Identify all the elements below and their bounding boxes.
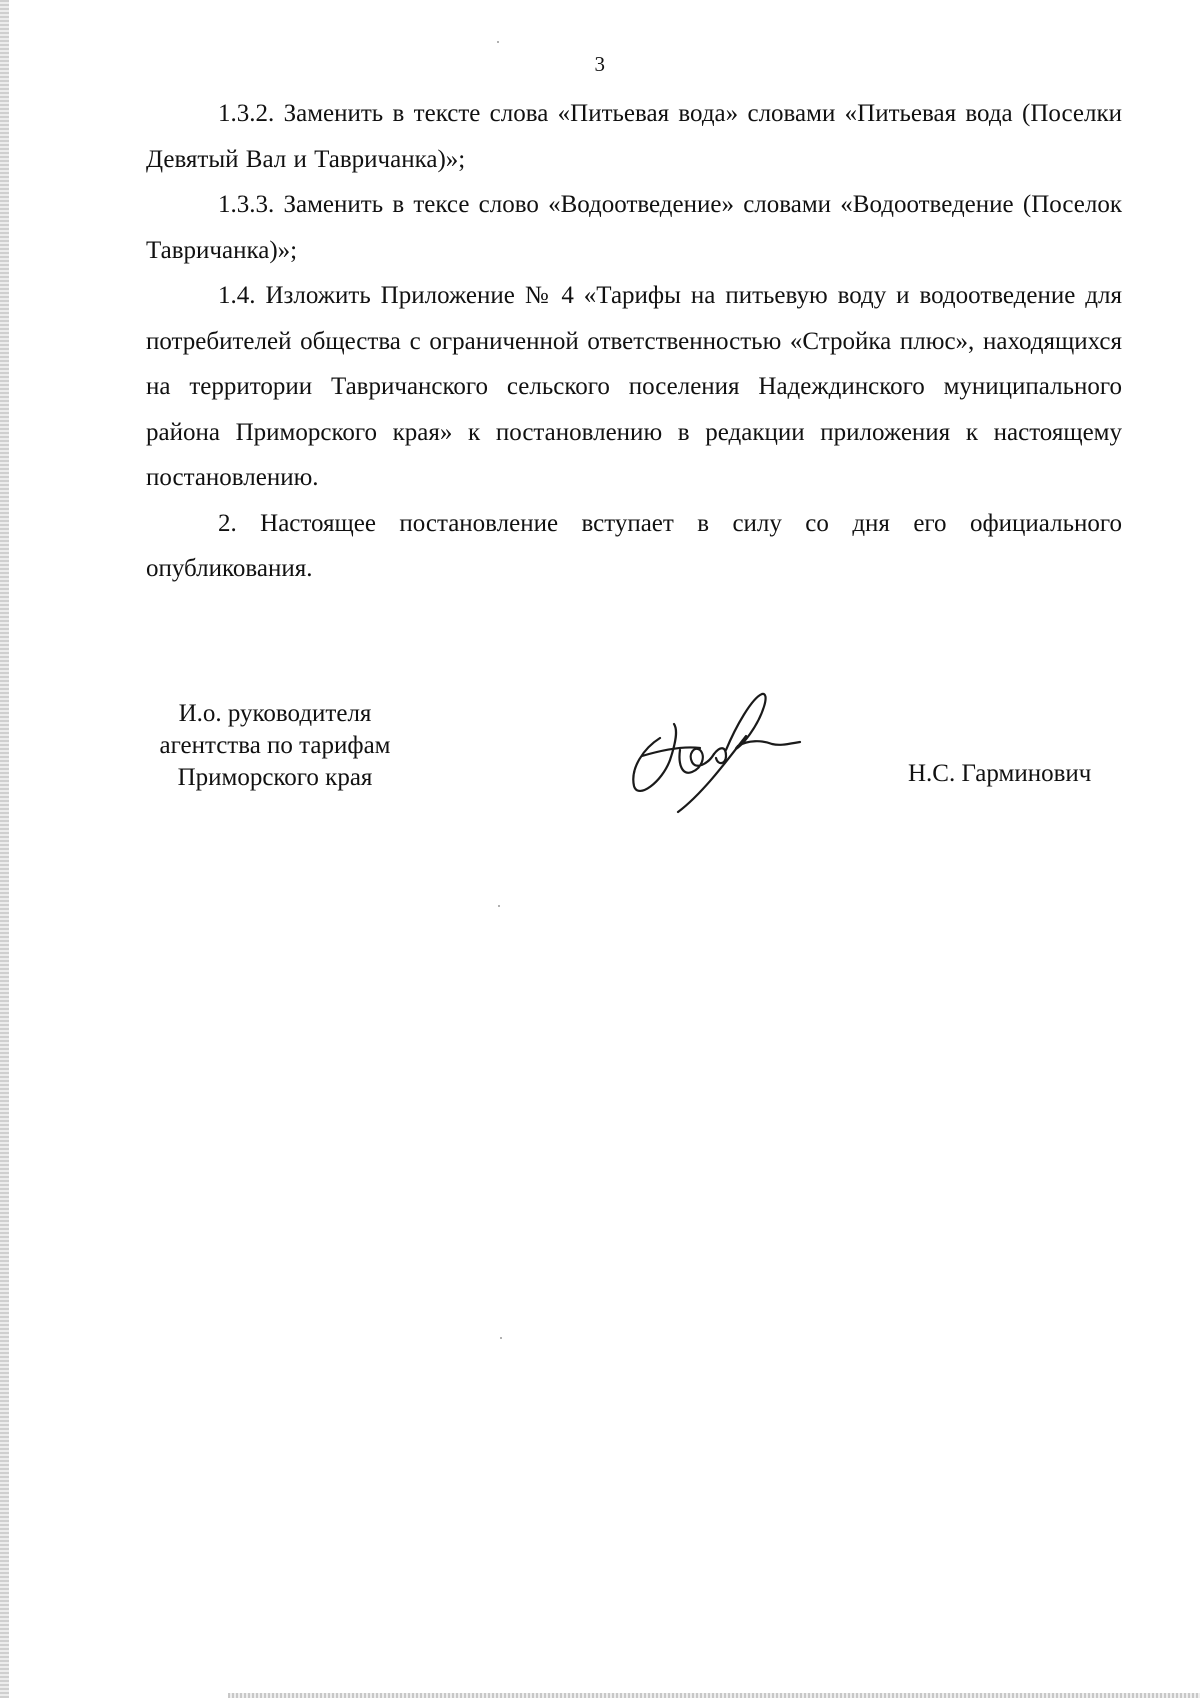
handwritten-signature-icon	[622, 690, 822, 820]
position-line: Приморского края	[177, 764, 373, 791]
scan-edge-bottom	[228, 1693, 1200, 1698]
signatory-position	[130, 698, 420, 794]
page-number: 3	[594, 52, 606, 76]
scan-speck	[497, 41, 499, 43]
paragraph-1-3-2: 1.3.2. Заменить в тексте слова «Питьевая вода» словами «Питьевая вода (Поселки Девятый Вал и Тавричанка)»;	[146, 100, 1122, 173]
position-line: агентства по тарифам	[159, 732, 391, 759]
scan-speck	[500, 1337, 502, 1339]
signer-name: Н.С. Гарминович	[908, 760, 1092, 787]
paragraph-1-3-3: 1.3.3. Заменить в тексе слово «Водоотведение» словами «Водоотведение (Поселок Тавричанка)»;	[146, 191, 1122, 264]
scan-edge-left	[0, 0, 9, 1698]
scan-speck	[498, 905, 500, 907]
paragraph-1-4: 1.4. Изложить Приложение № 4 «Тарифы на питьевую воду и водоотведение для потребителей общества с ограниченной ответственностью «Стройка плюс», находящихся на территории Тавричанского сельского поселения Надеждинского муниципального района Приморского края» к постановлению в редакции приложения к настоящему постановлению.	[146, 282, 1122, 491]
document-body	[146, 91, 1122, 592]
position-line: И.о. руководителя	[178, 700, 372, 727]
paragraph-2: 2. Настоящее постановление вступает в силу со дня его официального опубликования.	[146, 509, 1122, 582]
